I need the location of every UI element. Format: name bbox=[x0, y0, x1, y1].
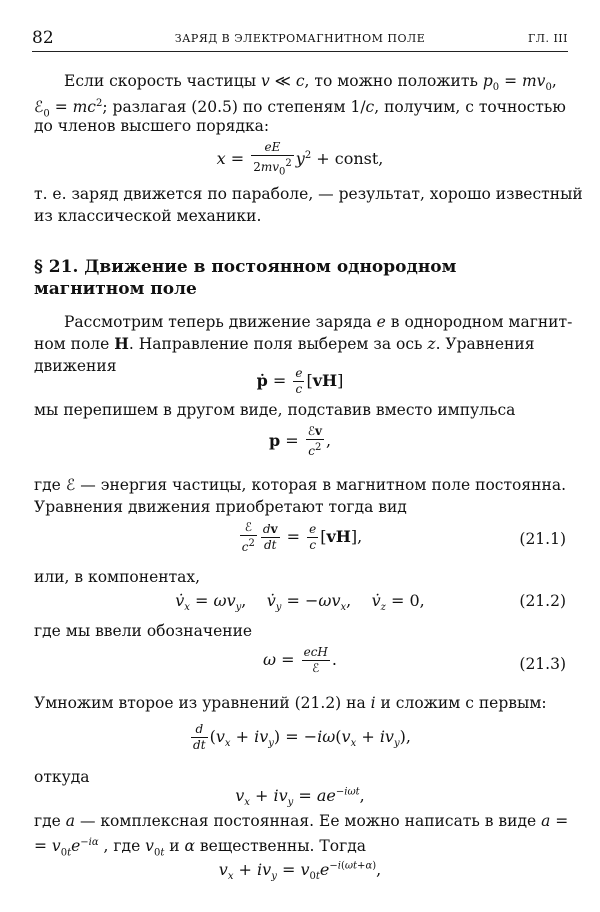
page-number: 82 bbox=[32, 28, 54, 48]
equation-number: (21.1) bbox=[519, 530, 566, 548]
page-header bbox=[32, 30, 568, 50]
text-line: ном поле H. Направление поля выберем за ось z. Уравнения bbox=[34, 334, 535, 353]
text-line: до членов высшего порядка: bbox=[34, 117, 270, 135]
equation-number: (21.3) bbox=[519, 655, 566, 673]
text-line: = $v_{0t}e^{-i\alpha}$ , где $v_{0t}$ и α вещественны. Тогда bbox=[34, 837, 366, 859]
section-heading: магнитном поле bbox=[34, 279, 197, 299]
equation: $v_x + iv_y = v_{0t}e^{-i(\omega t+\alpha)}$, bbox=[218, 860, 382, 883]
text-line: откуда bbox=[34, 768, 90, 786]
text-line: ℰ$_0$ = $mc^2$; разлагая (20.5) по степеням 1/c, получим, с точностью bbox=[34, 98, 566, 120]
section-heading: § 21. Движение в постоянном однородном bbox=[34, 257, 457, 277]
text-line: из классической механики. bbox=[34, 207, 262, 225]
equation-number: (21.2) bbox=[519, 592, 566, 610]
equation: x = $\frac{eE}{2mv_0^2}$ $y^2$ + const, bbox=[216, 140, 384, 178]
running-title: ЗАРЯД В ЭЛЕКТРОМАГНИТНОМ ПОЛЕ bbox=[174, 32, 426, 45]
header-rule bbox=[32, 51, 568, 52]
text-line: Если скорость частицы v ≪ c, то можно положить $p_0 = mv_0$, bbox=[64, 72, 557, 94]
text-line: Уравнения движения приобретают тогда вид bbox=[34, 498, 407, 516]
text-line: где a — комплексная постоянная. Ее можно написать в виде a = bbox=[34, 812, 569, 830]
equation: ṗ = $\frac{e}{c}$ [vH] bbox=[256, 366, 344, 396]
text-line: Умножим второе из уравнений (21.2) на i и сложим с первым: bbox=[34, 694, 547, 712]
equation: $v_x + iv_y = ae^{-i\omega t}$, bbox=[235, 786, 365, 809]
text-line: Рассмотрим теперь движение заряда e в однородном магнит- bbox=[64, 313, 573, 331]
text-line: где мы ввели обозначение bbox=[34, 622, 253, 640]
equation: $v̇_x = \omega v_y$, $v̇_y = -\omega v_x$, $v̇_z = 0$, bbox=[175, 591, 425, 614]
equation: $\frac{\text{ℰ}}{c^2}$ $\frac{dv}{dt}$ = $\frac{e}{c}$ [vH], bbox=[241, 520, 363, 554]
equation: ω = $\frac{\text{ecH}}{\text{ℰ}}$ . bbox=[262, 645, 337, 675]
text-line: т. е. заряд движется по параболе, — результат, хорошо известный bbox=[34, 185, 583, 203]
text-line: движения bbox=[34, 357, 117, 375]
equation: $\frac{d}{dt}$ $(v_x + iv_y) = -i\omega(v_x + iv_y)$, bbox=[193, 722, 411, 752]
chapter-label: ГЛ. III bbox=[528, 32, 568, 45]
text-line: или, в компонентах, bbox=[34, 568, 201, 586]
text-line: мы перепишем в другом виде, подставив вместо импульса bbox=[34, 401, 516, 419]
text-line: где ℰ — энергия частицы, которая в магнитном поле постоянна. bbox=[34, 476, 566, 494]
equation: p = $\frac{\text{ℰv}}{c^2}$ , bbox=[268, 424, 332, 458]
